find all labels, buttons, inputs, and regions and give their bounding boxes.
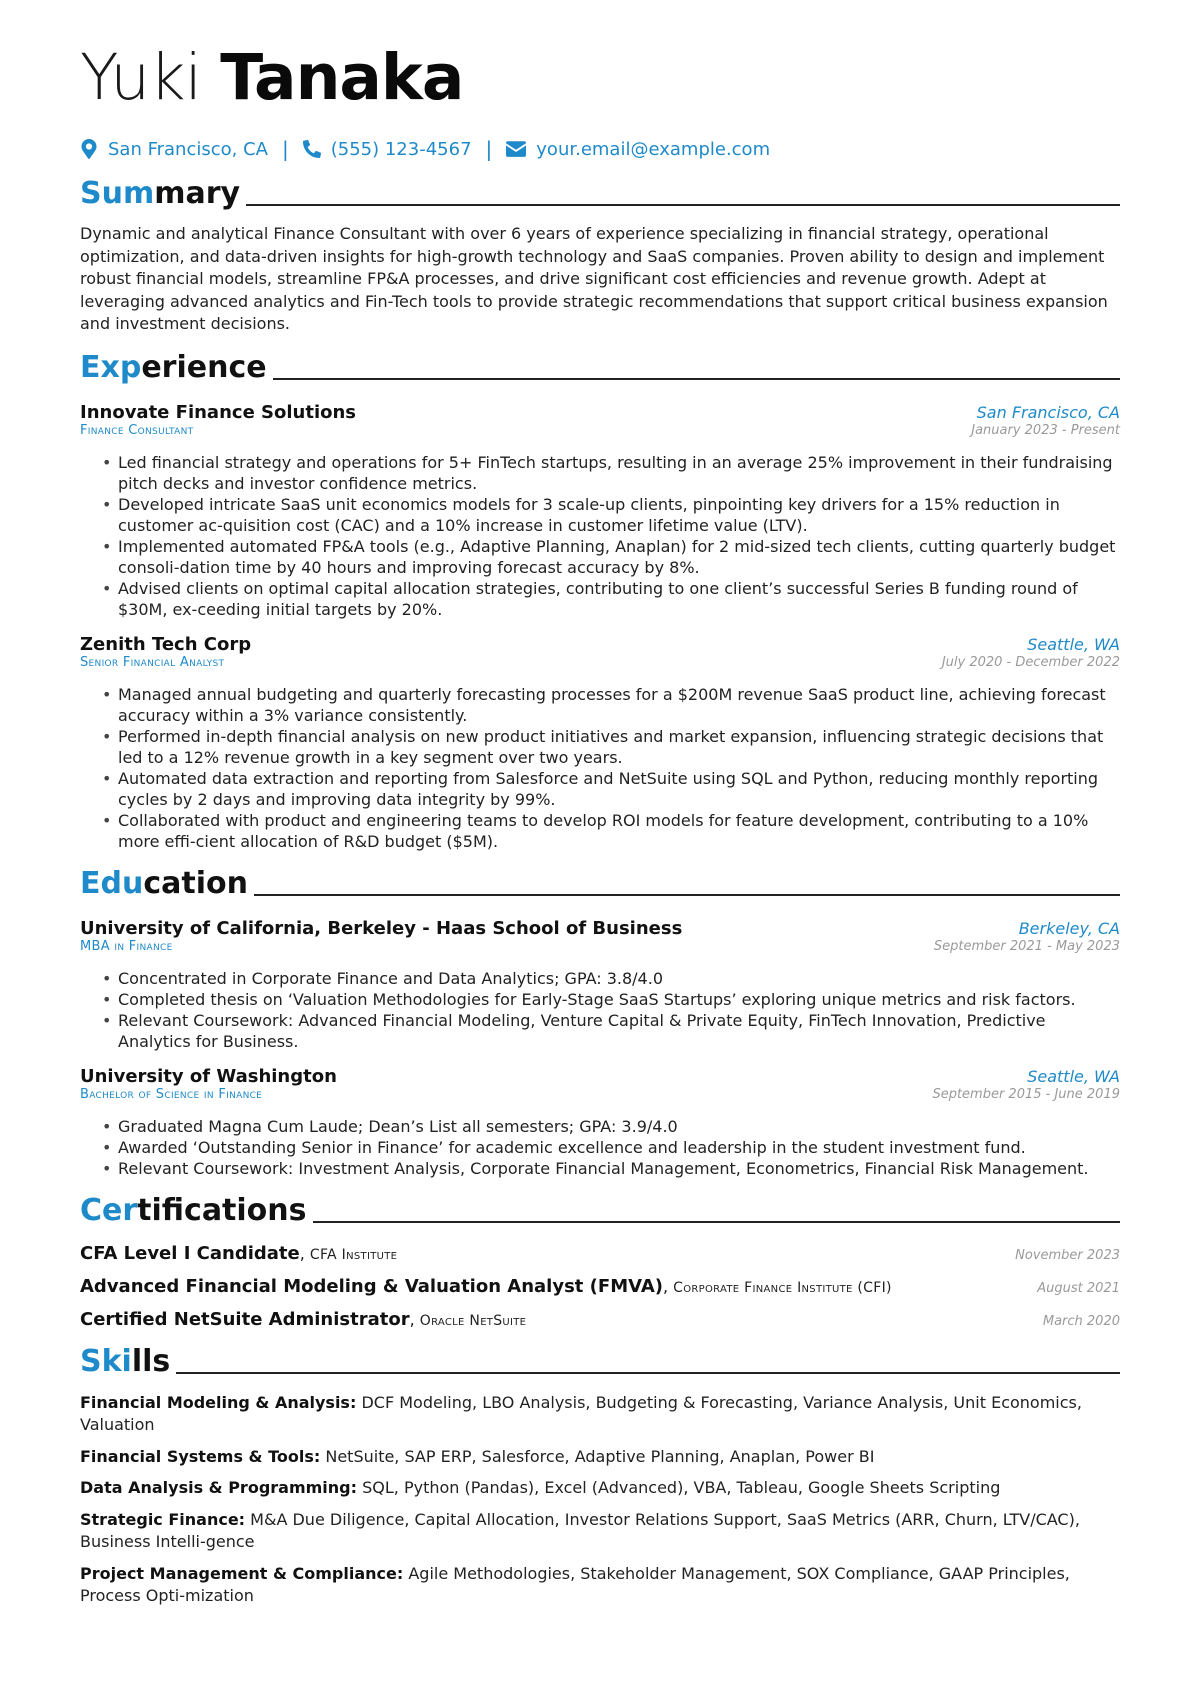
- degree: Bachelor of Science in Finance: [80, 1086, 263, 1102]
- list-item: • Advised clients on optimal capital allocation strategies, contributing to one client’s successful Series B funding round of $30M, ex-ceeding initial targets by 20%.: [80, 578, 1120, 620]
- education-entry: [80, 1066, 1120, 1179]
- phone-text: (555) 123-4567: [330, 138, 472, 160]
- certifications-heading: [80, 1189, 1120, 1229]
- section-rule: [273, 378, 1120, 380]
- education-entry: [80, 918, 1120, 1052]
- job-location: Seattle, WA: [1027, 634, 1120, 654]
- list-item: • Graduated Magna Cum Laude; Dean’s List all semesters; GPA: 3.9/4.0: [80, 1116, 1120, 1137]
- job-title: Senior Financial Analyst: [80, 654, 225, 670]
- certification-item: CFA Level I Candidate, CFA Institute November 2023: [80, 1242, 1120, 1264]
- skill-group: [80, 1477, 1120, 1500]
- list-item: • Implemented automated FP&A tools (e.g., Adaptive Planning, Anaplan) for 2 mid-sized tech clients, cutting quarterly budget consoli-dation time by 40 hours and improving forecast accuracy by 8%.: [80, 536, 1120, 578]
- list-item: • Collaborated with product and engineering teams to develop ROI models for feature development, contributing to a 10% more effi-cient allocation of R&D budget ($5M).: [80, 810, 1120, 852]
- job-title: Finance Consultant: [80, 422, 194, 438]
- education-details: [80, 1116, 1120, 1179]
- certification-name: CFA Level I Candidate: [80, 1242, 300, 1264]
- skill-category: Financial Modeling & Analysis:: [80, 1392, 357, 1412]
- location-text: San Francisco, CA: [108, 138, 268, 160]
- certification-date: March 2020: [1042, 1313, 1120, 1329]
- certification-issuer: Oracle NetSuite: [419, 1312, 527, 1329]
- skill-group: [80, 1509, 1120, 1554]
- resume-page: [80, 38, 1120, 1617]
- certification-issuer: Corporate Finance Institute (CFI): [673, 1279, 892, 1296]
- section-title: Experience: [80, 349, 267, 385]
- list-item: • Relevant Coursework: Investment Analysis, Corporate Financial Management, Econometrics, Financial Risk Management.: [80, 1158, 1120, 1179]
- certification-name: Advanced Financial Modeling & Valuation Analyst (FMVA): [80, 1275, 663, 1297]
- skill-category: Strategic Finance:: [80, 1509, 246, 1529]
- map-marker-icon: [80, 139, 98, 159]
- section-rule: [246, 204, 1120, 206]
- certification-issuer: CFA Institute: [309, 1246, 398, 1263]
- skill-category: Financial Systems & Tools:: [80, 1446, 321, 1466]
- job-dates: July 2020 - December 2022: [941, 654, 1120, 670]
- certification-date: August 2021: [1037, 1280, 1120, 1296]
- experience-entry: [80, 634, 1120, 852]
- summary-heading: [80, 172, 1120, 212]
- experience-heading: [80, 346, 1120, 386]
- summary-paragraph: Dynamic and analytical Finance Consultant with over 6 years of experience specializing in financial strategy, operational optimization, and data-driven insights for high-growth technology and SaaS companies. Proven ability to design and implement robust financial models, streamline FP&A processes, and drive significant cost efficiencies and revenue growth. Adept at leveraging advanced analytics and Fin-Tech tools to provide strategic recommendations that support critical business expansion and investment decisions.: [80, 224, 1108, 333]
- skill-items: SQL, Python (Pandas), Excel (Advanced), VBA, Tableau, Google Sheets Scripting: [362, 1478, 1001, 1497]
- list-item: • Developed intricate SaaS unit economics models for 3 scale-up clients, pinpointing key drivers for a 15% reduction in customer ac-quisition cost (CAC) and a 10% increase in customer lifetime value (LTV).: [80, 494, 1120, 536]
- list-item: • Led financial strategy and operations for 5+ FinTech startups, resulting in an average 25% improvement in their fundraising pitch decks and investor confidence metrics.: [80, 452, 1120, 494]
- candidate-name: [80, 38, 1120, 118]
- skill-items: M&A Due Diligence, Capital Allocation, Investor Relations Support, SaaS Metrics (ARR, Churn, LTV/CAC), Business Intelli-gence: [80, 1509, 1080, 1551]
- contact-bar: [80, 136, 1120, 162]
- school-location: Berkeley, CA: [1018, 918, 1120, 938]
- section-title: Certifications: [80, 1192, 307, 1228]
- school-name: University of Washington: [80, 1065, 337, 1087]
- skills-list: [80, 1392, 1120, 1608]
- contact-separator: |: [281, 137, 289, 161]
- experience-entry: [80, 402, 1120, 620]
- section-rule: [176, 1372, 1120, 1374]
- achievement-list: [80, 684, 1120, 852]
- section-rule: [313, 1221, 1120, 1223]
- education-details: [80, 968, 1120, 1052]
- section-title: Summary: [80, 176, 241, 211]
- certification-date: November 2023: [1015, 1247, 1120, 1263]
- contact-phone: [303, 139, 472, 160]
- skill-group: [80, 1392, 1120, 1437]
- employer-name: Innovate Finance Solutions: [80, 401, 357, 423]
- skill-category: Project Management & Compliance:: [80, 1563, 404, 1583]
- list-item: • Performed in-depth financial analysis on new product initiatives and market expansion, influencing strategic decisions that led to a 12% revenue growth in a key segment over two years.: [80, 726, 1120, 768]
- contact-separator: |: [485, 137, 493, 161]
- study-dates: September 2021 - May 2023: [933, 938, 1120, 954]
- skill-items: Agile Methodologies, Stakeholder Management, SOX Compliance, GAAP Principles, Process Opti-mization: [80, 1563, 1070, 1605]
- last-name: Tanaka: [220, 41, 464, 114]
- job-dates: January 2023 - Present: [971, 422, 1120, 438]
- degree: MBA in Finance: [80, 938, 173, 954]
- job-location: San Francisco, CA: [976, 402, 1120, 422]
- section-title: Education: [80, 865, 248, 901]
- contact-location: [80, 139, 268, 160]
- first-name: Yuki: [80, 41, 202, 114]
- school-name: University of California, Berkeley - Haas School of Business: [80, 917, 683, 939]
- skill-items: NetSuite, SAP ERP, Salesforce, Adaptive Planning, Anaplan, Power BI: [325, 1446, 875, 1466]
- achievement-list: [80, 452, 1120, 620]
- certification-item: Certified NetSuite Administrator, Oracle NetSuite March 2020: [80, 1308, 1120, 1330]
- skill-items: DCF Modeling, LBO Analysis, Budgeting & Forecasting, Variance Analysis, Unit Economics, Valuation: [80, 1392, 1082, 1434]
- list-item: • Automated data extraction and reporting from Salesforce and NetSuite using SQL and Python, reducing monthly reporting cycles by 2 days and improving data integrity by 99%.: [80, 768, 1120, 810]
- contact-email[interactable]: [506, 139, 770, 160]
- skill-category: Data Analysis & Programming:: [80, 1478, 358, 1497]
- skill-group: [80, 1563, 1120, 1608]
- education-heading: [80, 862, 1120, 902]
- skill-group: [80, 1446, 1120, 1469]
- envelope-icon: [506, 139, 526, 159]
- skills-heading: [80, 1340, 1120, 1380]
- list-item: • Managed annual budgeting and quarterly forecasting processes for a $200M revenue SaaS product line, achieving forecast accuracy within a 3% variance consistently.: [80, 684, 1120, 726]
- study-dates: September 2015 - June 2019: [932, 1086, 1120, 1102]
- certification-name: Certified NetSuite Administrator: [80, 1308, 410, 1330]
- section-title: Skills: [80, 1343, 171, 1379]
- list-item: • Relevant Coursework: Advanced Financial Modeling, Venture Capital & Private Equity, FinTech Innovation, Predictive Analytics for Business.: [80, 1010, 1120, 1052]
- school-location: Seattle, WA: [1027, 1066, 1120, 1086]
- list-item: • Concentrated in Corporate Finance and Data Analytics; GPA: 3.8/4.0: [80, 968, 1120, 989]
- list-item: • Awarded ‘Outstanding Senior in Finance’ for academic excellence and leadership in the student investment fund.: [80, 1137, 1120, 1158]
- certification-item: Advanced Financial Modeling & Valuation Analyst (FMVA), Corporate Finance Institute (CFI) August 2021: [80, 1275, 1120, 1297]
- phone-icon: [303, 139, 321, 159]
- section-rule: [254, 894, 1120, 896]
- email-link[interactable]: your.email@example.com: [536, 138, 771, 160]
- list-item: • Completed thesis on ‘Valuation Methodologies for Early-Stage SaaS Startups’ exploring unique metrics and risk factors.: [80, 989, 1120, 1010]
- employer-name: Zenith Tech Corp: [80, 633, 252, 655]
